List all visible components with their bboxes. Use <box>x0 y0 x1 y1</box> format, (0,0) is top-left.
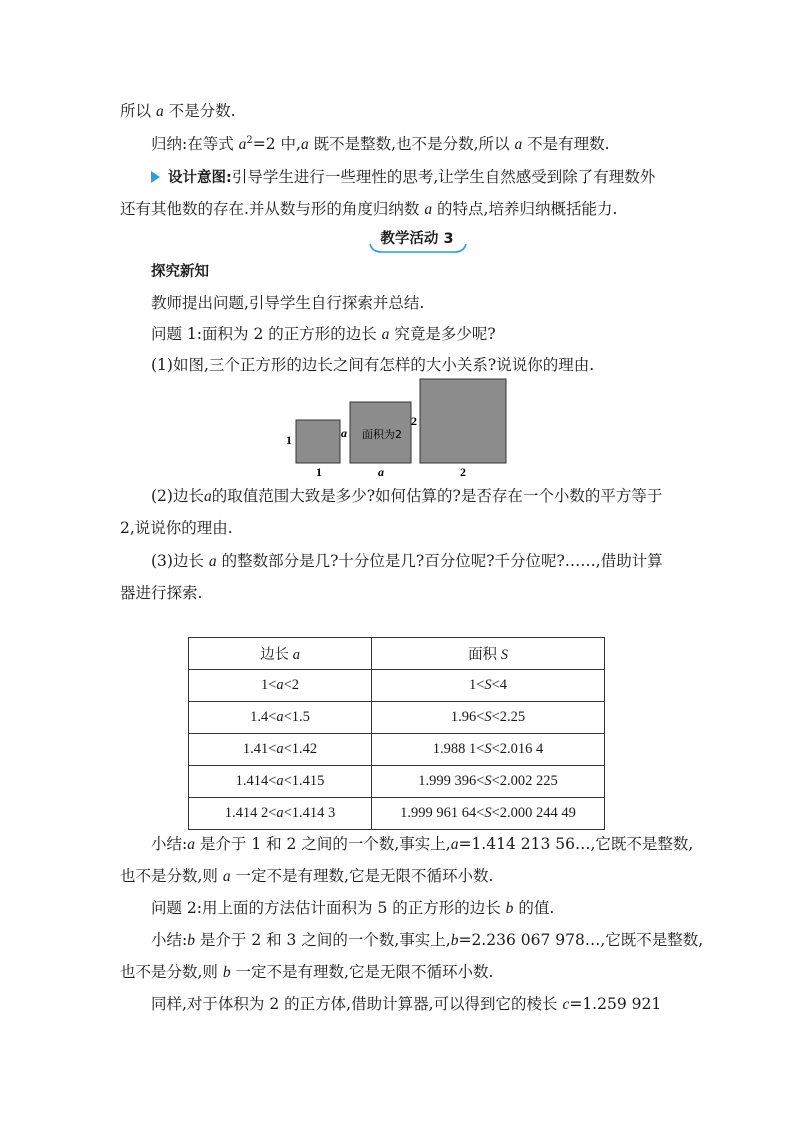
table-header-row <box>189 638 605 670</box>
table-row <box>189 670 605 702</box>
line-summary-2-cont: 也不是分数,则 b 一定不是有理数,它是无限不循环小数. <box>120 963 494 981</box>
cell-area: 1.999 396<S<2.002 225 <box>372 766 605 798</box>
line-design-intent: 设计意图:引导学生进行一些理性的思考,让学生自然感受到除了有理数外 <box>151 161 680 195</box>
estimation-table <box>188 637 605 830</box>
sq1-left-label: 1 <box>286 433 292 447</box>
line-summary-1-cont: 也不是分数,则 a 一定不是有理数,它是无限不循环小数. <box>120 867 494 885</box>
table-row <box>189 734 605 766</box>
header-area: 面积 S <box>372 638 605 670</box>
cell-area: 1.999 961 64<S<2.000 244 49 <box>372 798 605 830</box>
section-title: 探究新知 <box>151 264 209 280</box>
line-question-1: 问题 1:面积为 2 的正方形的边长 a 究竟是多少呢? <box>151 325 496 343</box>
squares-figure <box>0 0 794 490</box>
sq2-area-label: 面积为2 <box>362 428 402 441</box>
cell-side: 1.4<a<1.5 <box>189 702 372 734</box>
line-cube: 同样,对于体积为 2 的正方体,借助计算器,可以得到它的棱长 c=1.259 921 <box>151 995 662 1013</box>
line-teacher: 教师提出问题,引导学生自行探索并总结. <box>151 294 425 312</box>
table-row <box>189 798 605 830</box>
sq2-bottom-label: a <box>378 465 384 479</box>
line-q1-part1: (1)如图,三个正方形的边长之间有怎样的大小关系?说说你的理由. <box>151 356 595 374</box>
line-summary-1: 小结:a 是介于 1 和 2 之间的一个数,事实上,a=1.414 213 56…,它既不是整数, <box>151 835 694 853</box>
cell-side: 1<a<2 <box>189 670 372 702</box>
table-row <box>189 766 605 798</box>
table-row <box>189 702 605 734</box>
sq3-left-label: 2 <box>411 414 417 428</box>
cell-area: 1.96<S<2.25 <box>372 702 605 734</box>
cell-side: 1.414 2<a<1.414 3 <box>189 798 372 830</box>
sq3-bottom-label: 2 <box>460 465 466 479</box>
line-q1-part2-cont: 2,说说你的理由. <box>120 519 233 537</box>
header-side: 边长 a <box>189 638 372 670</box>
line-q1-part3: (3)边长 a 的整数部分是几?十分位是几?百分位呢?千分位呢?……,借助计算 <box>151 552 663 570</box>
line-q1-part3-cont: 器进行探索. <box>120 584 203 602</box>
line-design-intent-cont: 还有其他数的存在.并从数与形的角度归纳数 a 的特点,培养归纳概括能力. <box>120 200 618 218</box>
cell-side: 1.414<a<1.415 <box>189 766 372 798</box>
sq1-bottom-label: 1 <box>316 465 322 479</box>
line-not-fraction: 所以 a 不是分数. <box>120 102 236 120</box>
line-q1-part2: (2)边长a的取值范围大致是多少?如何估算的?是否存在一个小数的平方等于 <box>151 487 663 505</box>
cell-area: 1<S<4 <box>372 670 605 702</box>
line-question-2: 问题 2:用上面的方法估计面积为 5 的正方形的边长 b 的值. <box>151 899 555 917</box>
cell-side: 1.41<a<1.42 <box>189 734 372 766</box>
sq2-left-label: a <box>341 426 347 440</box>
activity-heading: 教学活动 3 <box>380 231 454 247</box>
cell-area: 1.988 1<S<2.016 4 <box>372 734 605 766</box>
line-summary-2: 小结:b 是介于 2 和 3 之间的一个数,事实上,b=2.236 067 978…,它既不是整数, <box>151 931 704 949</box>
square-1 <box>296 420 340 463</box>
line-induction: 归纳:在等式 $a^2=2$ 中,a 既不是整数,也不是分数,所以 a 不是有理数. <box>151 134 610 153</box>
square-2 <box>420 379 506 463</box>
